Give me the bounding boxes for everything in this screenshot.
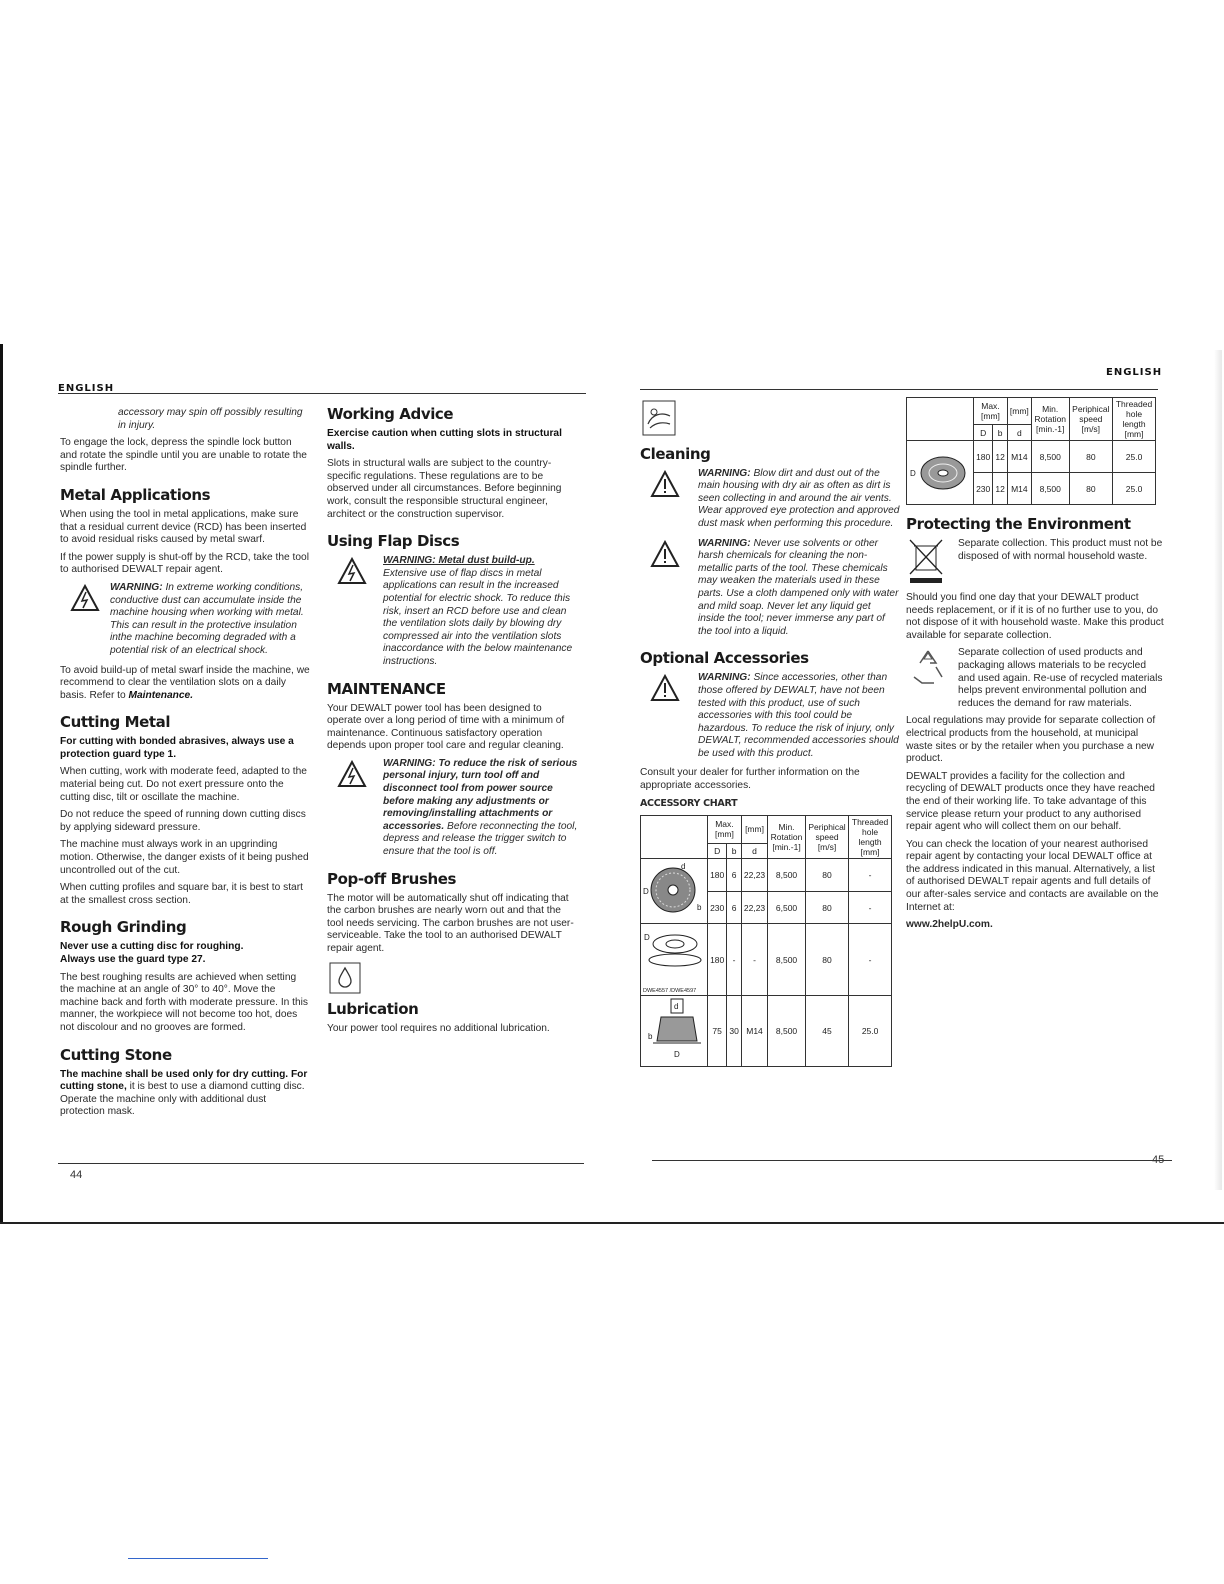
cutting-p4: When cutting profiles and square bar, it is best to start at the smallest cross section. [60, 882, 303, 906]
optional-p: Consult your dealer for further information on the appropriate accessories. [640, 767, 860, 792]
cell-b: 6 [727, 859, 742, 892]
cutting-p3: The machine must always work in an upgrinding motion. Otherwise, the danger exists of it being pushed uncontrolled out of the cut. [60, 839, 309, 876]
accessory-table [640, 815, 892, 1067]
table-header-image [907, 398, 974, 441]
section-title-brushes: Pop-off Brushes [327, 869, 457, 888]
column-3 [640, 400, 900, 1067]
intro-para: To engage the lock, depress the spindle lock button and rotate the spindle until you are unable to rotate the spindle further. [60, 437, 307, 474]
section-title-flap: Using Flap Discs [327, 532, 460, 551]
cell-speed: 45 [805, 996, 848, 1067]
page-number-right: 45 [1152, 1154, 1165, 1166]
warning-label: WARNING: To reduce the risk of serious personal injury, turn tool off and disconnect tool from power source before making any adjustments or removing/installing attachments or accessories. [383, 757, 578, 832]
warning-text: Extensive use of flap discs in metal applications can result in the increased potential for electric shock. To reduce this risk, insert an RCD before use and clean the ventilation slots daily by blowing dry compressed air into the ventilation slots inaccordance with the below maintenance instructions. [383, 567, 573, 667]
column-2 [327, 405, 579, 1040]
oil-drop-icon [329, 962, 361, 994]
cell-thread: - [849, 924, 892, 996]
cell-D: 230 [708, 891, 727, 924]
cell-speed: 80 [805, 859, 848, 892]
img-label-d: d [681, 862, 686, 872]
section-title-maintenance: MAINTENANCE [327, 679, 446, 698]
section-title-cutting: Cutting Metal [60, 713, 171, 732]
warning-metal [60, 582, 310, 658]
cell-speed: 80 [805, 891, 848, 924]
warning-label: WARNING: [698, 537, 751, 549]
footer-rule-right [652, 1160, 1172, 1161]
wire-wheel-image [907, 441, 974, 505]
cell-b: 6 [727, 891, 742, 924]
cell-rotation: 6,500 [768, 891, 806, 924]
cell-D: 75 [708, 996, 727, 1067]
cell-d: M14 [1007, 473, 1031, 505]
header-rule-left [58, 393, 586, 394]
cell-thread: 25.0 [849, 996, 892, 1067]
warning-electric-icon [337, 557, 367, 585]
warning-maintenance [327, 758, 579, 859]
table-row [641, 924, 892, 996]
table-row [907, 441, 1156, 473]
table-header-d: d [741, 843, 767, 859]
cell-D: 230 [974, 473, 993, 505]
warning-text: Never use solvents or other harsh chemicals for cleaning the non-metallic parts of the tool. These chemicals may weaken the materials used in these parts. Use a cloth dampened only with water and mild soap. Never let any liquid get inside the tool; never immerse any part of the tool into a liquid. [698, 537, 899, 637]
warning-icon [650, 674, 680, 702]
warning-clean-1 [640, 468, 900, 531]
metal-p2: If the power supply is shut-off by the RCD, take the tool to authorised DEWALT repair agent. [60, 551, 309, 576]
table-header-d: d [1007, 425, 1031, 441]
scan-blue-line [128, 1558, 268, 1559]
cell-speed: 80 [1069, 473, 1112, 505]
cell-rotation: 8,500 [768, 996, 806, 1067]
table-row [641, 859, 892, 892]
website-link[interactable]: www.2helpU.com. [906, 919, 993, 931]
table-header-b: b [727, 843, 742, 859]
warning-icon [650, 540, 680, 568]
warning-text: Blow dirt and dust out of the main housing with dry air as often as dirt is seen collecting in and around the air vents. Wear approved eye protection and approved dust mask when performing this procedure. [698, 467, 900, 529]
env-p5: DEWALT provides a facility for the collection and recycling of DEWALT products once they have reached the end of their working life. To take advantage of this service please return your product to any authorised repair agent who will collect them on our behalf. [906, 770, 1155, 833]
wire-wheel-image [641, 859, 708, 924]
warning-text: In extreme working conditions, conductive dust can accumulate inside the machine housing when working with metal. This can result in the protective insulation inthe machine becoming degraded with a potential risk of an electrical shock. [110, 581, 304, 656]
env-p3: Separate collection of used products and packaging allows materials to be recycled and used again. Re-use of recycled materials helps prevent environmental pollution and reduces the demand for raw materials. [958, 647, 1163, 709]
section-title-stone: Cutting Stone [60, 1045, 172, 1064]
warning-label: WARNING: [110, 581, 163, 593]
wire-brush-wheel-icon [643, 860, 703, 920]
cutting-p2: Do not reduce the speed of running down cutting discs by applying sideward pressure. [60, 809, 306, 833]
stone-bold: The machine shall be used only for dry cutting. For cutting stone, [60, 1068, 308, 1093]
warning-label: WARNING: Metal dust build-up. [383, 555, 535, 567]
warning-label: WARNING: [698, 467, 751, 479]
cell-rotation: 8,500 [768, 859, 806, 892]
cell-speed: 80 [805, 924, 848, 996]
cell-rotation: 8,500 [1031, 441, 1069, 473]
warning-electric-icon [70, 584, 100, 612]
cell-thread: - [849, 891, 892, 924]
env-p6: You can check the location of your nearest authorised repair agent by contacting your local DEWALT office at the address indicated in this manual. Alternatively, a list of authorised DEWALT repair agents and full details of our after-sales service and contacts are available on the Internet at: [906, 838, 1159, 913]
env-p2: Should you find one day that your DEWALT product needs replacement, or if it is of no further use to you, do not dispose of it with household waste. Make this product available for separate collection. [906, 592, 1164, 641]
warning-electric-icon [337, 760, 367, 788]
section-title-rough: Rough Grinding [60, 918, 187, 937]
cell-rotation: 8,500 [1031, 473, 1069, 505]
cell-b: - [727, 924, 742, 996]
img-label-D: D [643, 887, 649, 897]
cell-d: M14 [741, 996, 767, 1067]
table-header-image [641, 816, 708, 859]
maint-p: Your DEWALT power tool has been designed to operate over a long period of time with a minimum of maintenance. Continuous satisfactory operation depends upon proper tool care and regular cleaning. [327, 702, 565, 752]
cell-thread: - [849, 859, 892, 892]
warning-clean-2 [640, 538, 900, 639]
recycle-block [906, 647, 1164, 710]
header-lang-right: ENGLISH [1106, 367, 1163, 378]
metal-p1: When using the tool in metal applications, make sure that a residual current device (RCD) has been inserted to avoid residual risks caused by metal swarf. [60, 508, 307, 546]
table-header-rotation: Min. Rotation [min.-1] [1031, 398, 1069, 441]
warning-text: Since accessories, other than those offered by DEWALT, have not been tested with this product, use of such accessories with this tool could be hazardous. To reduce the risk of injury, only DEWALT, recommended accessories should be used with this product. [698, 672, 899, 759]
cup-brush-icon [643, 997, 705, 1063]
column-1 [60, 407, 310, 1124]
rough-bold2: Always use the guard type 27. [60, 954, 206, 965]
cell-D: 180 [708, 859, 727, 892]
scan-edge-left [0, 344, 3, 1224]
scan-edge-right [1214, 350, 1222, 1190]
lub-p: Your power tool requires no additional lubrication. [327, 1022, 550, 1034]
section-title-environment: Protecting the Environment [906, 515, 1131, 533]
warning-flap [327, 555, 579, 668]
header-lang-left: ENGLISH [58, 383, 115, 394]
img-label-b: b [697, 903, 702, 913]
cell-d: 22,23 [741, 891, 767, 924]
cell-b: 30 [727, 996, 742, 1067]
img-label-b: b [648, 1032, 653, 1042]
table-header-speed: Periphical speed [m/s] [1069, 398, 1112, 441]
table-header-thread: Threaded hole length [mm] [1113, 398, 1156, 441]
img-label-d: d [674, 1002, 679, 1012]
cell-d: M14 [1007, 441, 1031, 473]
cutting-p1: When cutting, work with moderate feed, adapted to the material being cut. Do not exert pressure onto the cutting disc, tilt or oscillate the machine. [60, 766, 307, 803]
brush-p: The motor will be automatically shut off indicating that the carbon brushes are nearly worn out and that the tool needs servicing. The carbon brushes are not user-serviceable. Take the tool to an authorised DEWALT repair agent. [327, 892, 574, 954]
model-label: DWE4557 /DWE4597 [643, 987, 697, 994]
column-4 [906, 397, 1164, 937]
env-p4: Local regulations may provide for separate collection of electrical products from the household, at municipal waste sites or by the retailer when you purchase a new product. [906, 715, 1156, 765]
cleaning-icon [642, 400, 676, 436]
scan-bottom-edge [0, 1222, 1224, 1224]
section-title-optional: Optional Accessories [640, 649, 809, 668]
footer-rule-left [58, 1163, 584, 1164]
rough-bold1: Never use a cutting disc for roughing. [60, 941, 244, 953]
table-header-mm: [mm] [741, 816, 767, 843]
weee-block [906, 538, 1164, 586]
table-header-rotation: Min. Rotation [min.-1] [768, 816, 806, 859]
table-header-D: D [708, 843, 727, 859]
table-header-max: Max. [mm] [708, 816, 742, 843]
advice-bold: Exercise caution when cutting slots in structural walls. [327, 428, 562, 452]
section-title-lubrication: Lubrication [327, 999, 419, 1018]
table-header-thread: Threaded hole length [mm] [849, 816, 892, 859]
cell-thread: 25.0 [1113, 473, 1156, 505]
section-title-advice: Working Advice [327, 405, 454, 423]
header-rule-right [640, 389, 1158, 390]
table-header-D: D [974, 425, 993, 441]
rough-p1: The best roughing results are achieved when setting the machine at an angle of 30° to 40°. Move the machine back and forth with moderate pressure. In this manner, the workpiece will not become too hot, does not discolour and no grooves are formed. [60, 971, 309, 1033]
table-row [641, 996, 892, 1067]
cell-d: 22,23 [741, 859, 767, 892]
cell-rotation: 8,500 [768, 924, 806, 996]
accessory-table-continued [906, 397, 1156, 505]
cell-b: 12 [993, 441, 1008, 473]
warning-text: Before reconnecting the tool, depress and release the trigger switch to ensure that the tool is off. [383, 820, 578, 858]
section-title-cleaning: Cleaning [640, 444, 711, 463]
cup-brush-image [641, 996, 708, 1067]
advice-p: Slots in structural walls are subject to the country-specific regulations. These regulations are to be observed under all circumstances. Before beginning work, consult the responsible structural engineer, architect or the construction supervisor. [327, 458, 562, 520]
stone-p: it is best to use a diamond cutting disc. Operate the machine only with additional dust protection mask. [60, 1081, 305, 1118]
warning-icon [650, 470, 680, 498]
cell-D: 180 [708, 924, 727, 996]
img-label-D: D [674, 1050, 680, 1060]
page-number-left: 44 [70, 1169, 83, 1181]
crossed-bin-icon [906, 538, 946, 584]
cell-speed: 80 [1069, 441, 1112, 473]
section-title-metal: Metal Applications [60, 485, 211, 504]
env-p1: Separate collection. This product must not be disposed of with normal household waste. [958, 538, 1163, 562]
table-header-max: Max. [mm] [974, 398, 1008, 425]
img-label-D: D [910, 468, 916, 478]
cell-D: 180 [974, 441, 993, 473]
flap-disc-icon [643, 926, 705, 986]
table-header-speed: Periphical speed [m/s] [805, 816, 848, 859]
metal-p3: To avoid build-up of metal swarf inside the machine, we recommend to clear the ventilation slots on a daily basis. Refer to [60, 664, 310, 701]
cell-d: - [741, 924, 767, 996]
twisted-wire-wheel-icon [909, 447, 971, 497]
maintenance-ref: Maintenance. [128, 689, 194, 701]
cutting-bold: For cutting with bonded abrasives, always use a protection guard type 1. [60, 736, 294, 760]
flap-disc-image [641, 924, 708, 996]
recycle-icon [908, 647, 948, 687]
accessory-chart-title: ACCESSORY CHART [640, 797, 738, 809]
lubrication-icon-box [327, 962, 579, 996]
warning-label: WARNING: [698, 672, 751, 684]
img-label-D: D [644, 932, 650, 942]
table-header-b: b [993, 425, 1008, 441]
cell-thread: 25.0 [1113, 441, 1156, 473]
table-header-mm: [mm] [1007, 398, 1031, 425]
warning-optional [640, 672, 900, 760]
intro-italic: accessory may spin off possibly resulting in injury. [118, 407, 303, 431]
cell-b: 12 [993, 473, 1008, 505]
